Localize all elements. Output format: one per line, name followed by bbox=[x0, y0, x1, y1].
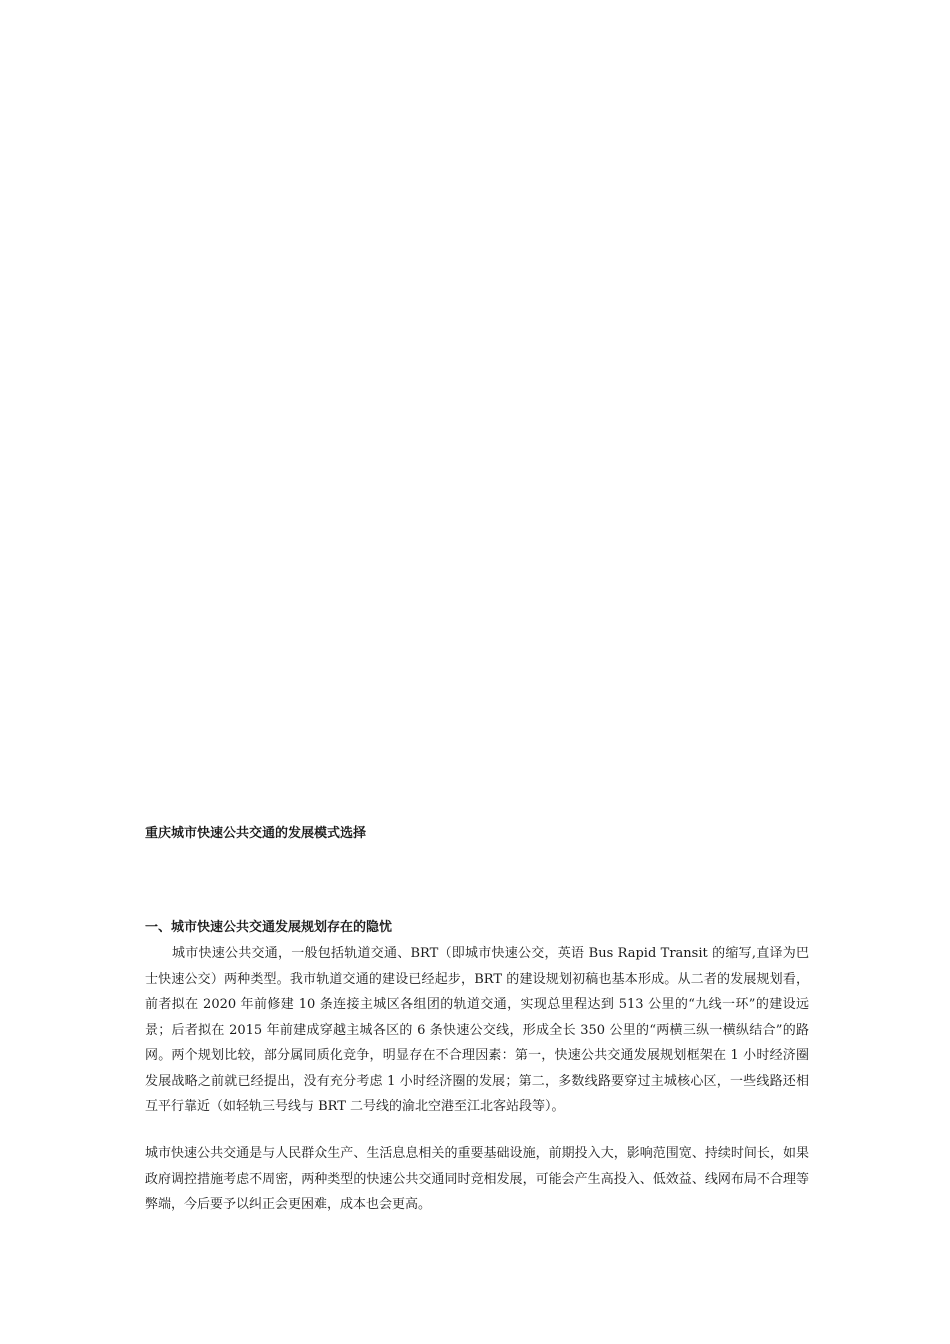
body-paragraph: 城市快速公共交通是与人民群众生产、生活息息相关的重要基础设施，前期投入大，影响范围宽、持续时间长，如果政府调控措施考虑不周密，两种类型的快速公共交通同时竞相发展，可能会产生高投入、低效益、线网布局不合理等弊端，今后要予以纠正会更困难，成本也会更高。 bbox=[145, 1146, 809, 1212]
body-paragraph: 城市快速公共交通，一般包括轨道交通、BRT（即城市快速公交，英语 Bus Rapid Transit 的缩写,直译为巴士快速公交）两种类型。我市轨道交通的建设已经起步，BRT 的建设规划初稿也基本形成。从二者的发展规划看，前者拟在 2020 年前修建 10 条连接主城区各组团的轨道交通，实现总里程达到 513 公里的“九线一环”的建设远景；后者拟在 2015 年前建成穿越主城各区的 6 条快速公交线，形成全长 350 公里的“两横三纵一横纵结合”的路网。两个规划比较，部分属同质化竞争，明显存在不合理因素：第一，快速公共交通发展规划框架在 1 小时经济圈发展战略之前就已经提出，没有充分考虑 1 小时经济圈的发展；第二，多数线路要穿过主城核心区，一些线路还相互平行靠近（如轻轨三号线与 BRT 二号线的渝北空港至江北客站段等）。 bbox=[145, 946, 809, 1114]
section-heading: 一、城市快速公共交通发展规划存在的隐忧 bbox=[145, 920, 393, 935]
document-title: 重庆城市快速公共交通的发展模式选择 bbox=[145, 826, 367, 841]
